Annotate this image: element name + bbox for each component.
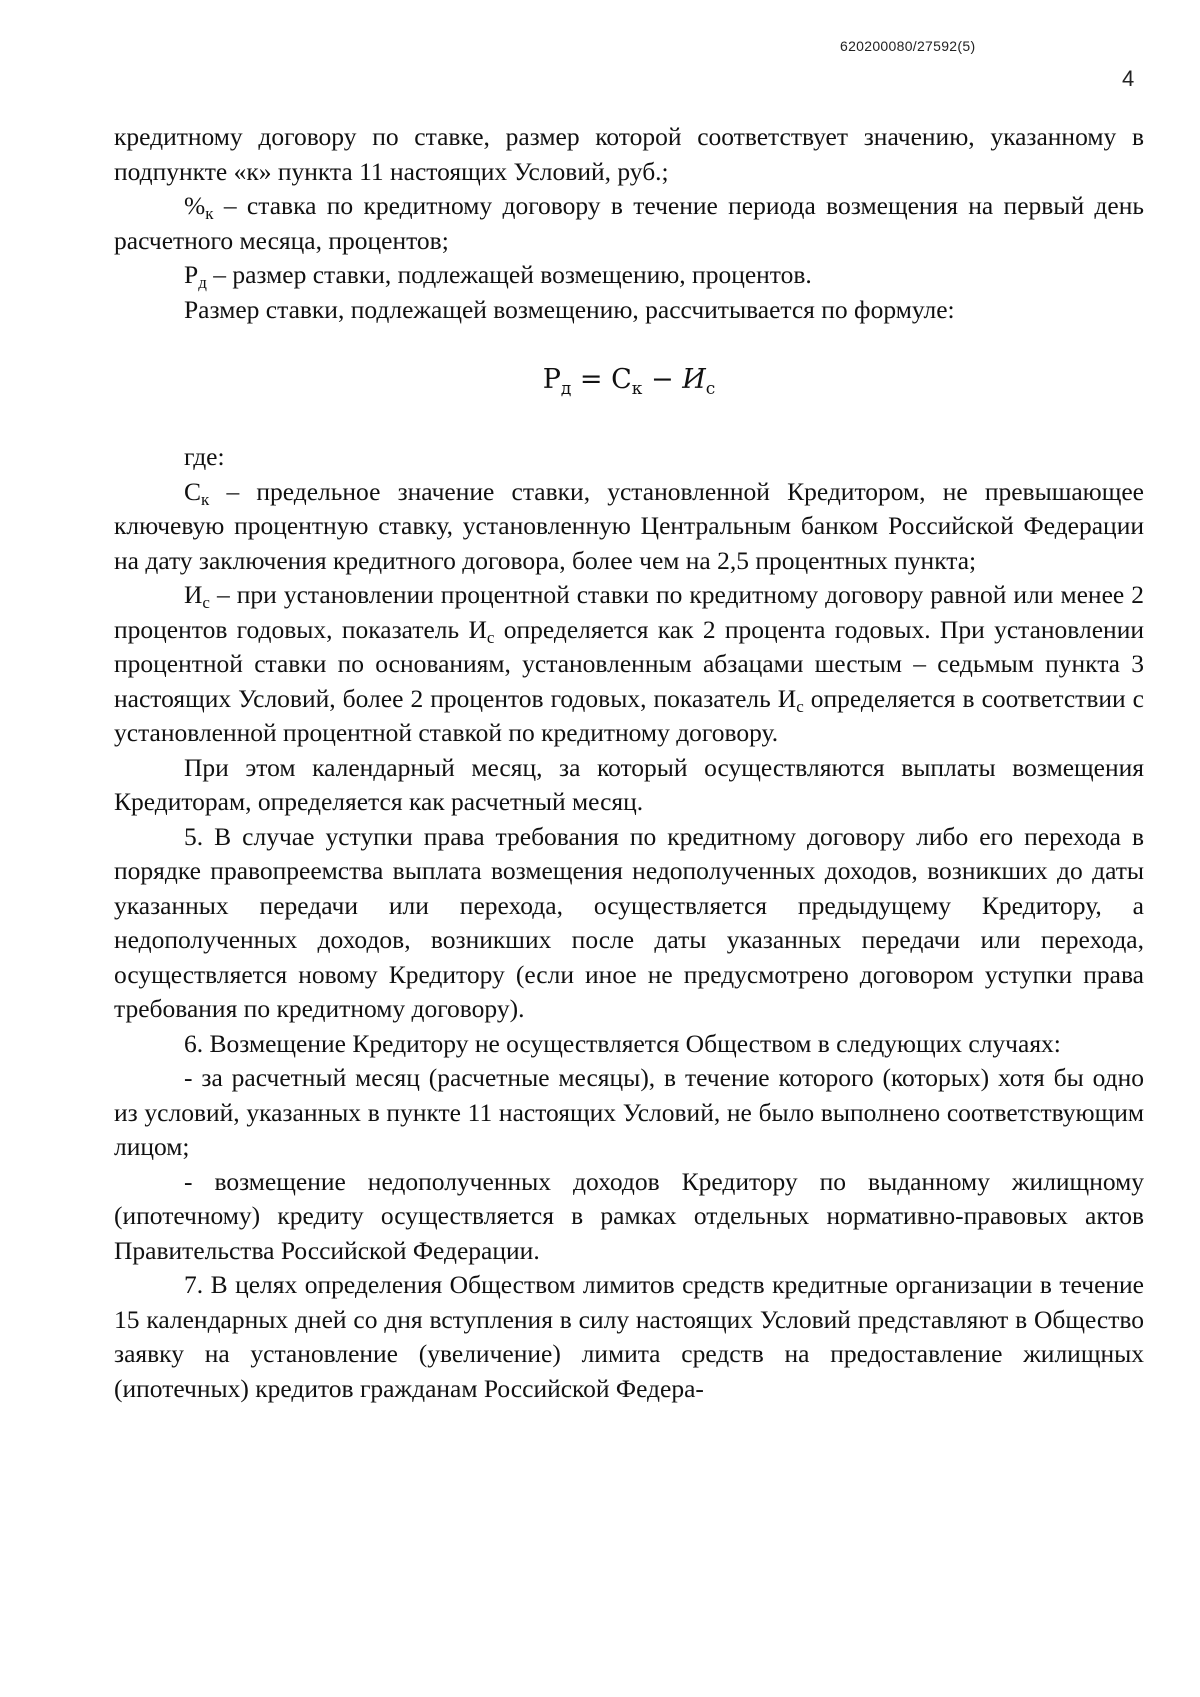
clause-6-item-2: - возмещение недополученных доходов Кредитору по выданному жилищному (ипотечному) кредиту осуществляется в рамках отдельных нормативно-правовых актов Правительства Российской Федерации. [114,1166,1144,1265]
formula: $Р_д = С_к - И_с$ [542,364,716,399]
definition-percent-k: $\%_к$ – ставка по кредитному договору в течение периода возмещения на первый день расчетного месяца, процентов; [114,191,1144,255]
clause-5: 5. В случае уступки права требования по кредитному договору либо его перехода в порядке правопреемства выплата возмещения недополученных доходов, возникших до даты указанных передачи или перехода, осуществляется предыдущему Кредитору, а недополученных доходов, возникших после даты указанных передачи или перехода, осуществляется новому Кредитору (если иное не предусмотрено договором уступки права требования по кредитному договору). [114,821,1144,1023]
document-number: 620200080/27592(5) [840,38,976,54]
clause-6: 6. Возмещение Кредитору не осуществляется Обществом в следующих случаях: [184,1028,1061,1058]
symbol-rd: $Р_д$ [184,260,207,292]
definition-ic: $И_с$ – при установлении процентной ставки по кредитному договору равной или менее 2 процентов годовых, показатель $И_с$ определяется как 2 процента годовых. При установлении процентной ставки по основаниям, установленным абзацами шестым – седьмым пункта 3 настоящих Условий, более 2 процентов годовых, показатель $И_с$ определяется в соответствии с установленной процентной ставкой по кредитному договору. [114,580,1144,747]
definition-rd: $Р_д$ – размер ставки, подлежащей возмещению, процентов. [184,260,812,292]
clause-7: 7. В целях определения Обществом лимитов средств кредитные организации в течение 15 календарных дней со дня вступления в силу настоящих Условий представляют в Общество заявку на установление (увеличение) лимита средств на предоставление жилищных (ипотечных) кредитов гражданам Российской Федера- [114,1270,1144,1403]
symbol-ic: $И_с$ [184,580,210,612]
paragraph-continuation: кредитному договору по ставке, размер которой соответствует значению, указанному в подпункте «к» пункта 11 настоящих Условий, руб.; [114,122,1144,186]
clause-6-item-1: - за расчетный месяц (расчетные месяцы), в течение которого (которых) хотя бы одно из условий, указанных в пункте 11 настоящих Условий, не было выполнено соответствующим лицом; [114,1063,1144,1161]
page-number: 4 [1122,66,1135,91]
symbol-ck: $С_к$ [184,476,210,509]
document-body [114,120,1144,1406]
formula-intro: Размер ставки, подлежащей возмещению, рассчитывается по формуле: [184,294,955,324]
symbol-percent-k: $\%_к$ [184,191,214,223]
where-label: где: [184,442,225,471]
definition-ck: $С_к$ – предельное значение ставки, установленной Кредитором, не превышающее ключевую процентную ставку, установленную Центральным банком Российской Федерации на дату заключения кредитного договора, более чем на 2,5 процентных пункта; [114,476,1144,575]
paragraph-calendar-month: При этом календарный месяц, за который осуществляются выплаты возмещения Кредиторам, определяется как расчетный месяц. [114,752,1144,816]
